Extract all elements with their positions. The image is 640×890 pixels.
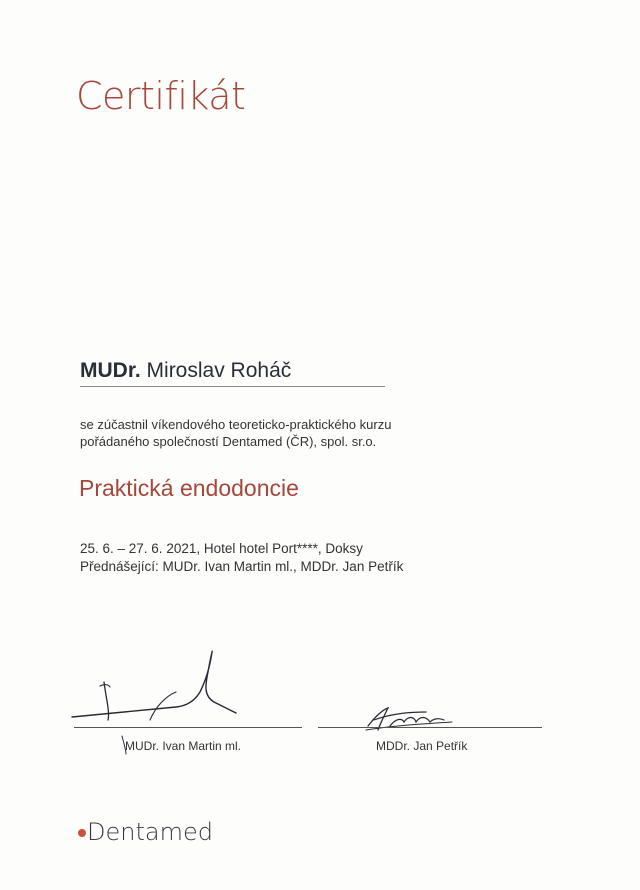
participation-line-2: pořádaného společností Dentamed (ČR), spol. sr.o. <box>80 434 377 449</box>
recipient-underline <box>80 386 385 387</box>
lecturers: Přednášející: MUDr. Ivan Martin ml., MDDr. Jan Petřík <box>80 559 404 574</box>
signature-line-left <box>74 727 302 728</box>
signatory-name-left: MUDr. Ivan Martin ml. <box>125 739 242 753</box>
logo-dot-icon <box>78 829 86 837</box>
participation-statement <box>80 416 391 450</box>
recipient-title-prefix: MUDr. <box>80 359 141 382</box>
dentamed-logo <box>78 816 213 848</box>
date-venue: 25. 6. – 27. 6. 2021, Hotel hotel Port****, Doksy <box>80 541 363 556</box>
participation-line-1: se zúčastnil víkendového teoreticko-praktického kurzu <box>80 417 392 432</box>
signature-left <box>64 640 324 755</box>
certificate-title: Certifikát <box>76 74 246 118</box>
recipient-name <box>80 359 291 383</box>
signature-right <box>360 700 470 740</box>
course-title: Praktická endodoncie <box>79 475 299 501</box>
course-details <box>80 540 403 576</box>
logo-text: Dentamed <box>87 818 213 846</box>
recipient-full-name: Miroslav Roháč <box>146 359 292 382</box>
signature-line-right <box>318 727 542 728</box>
signatory-name-right: MDDr. Jan Petřík <box>376 739 468 753</box>
